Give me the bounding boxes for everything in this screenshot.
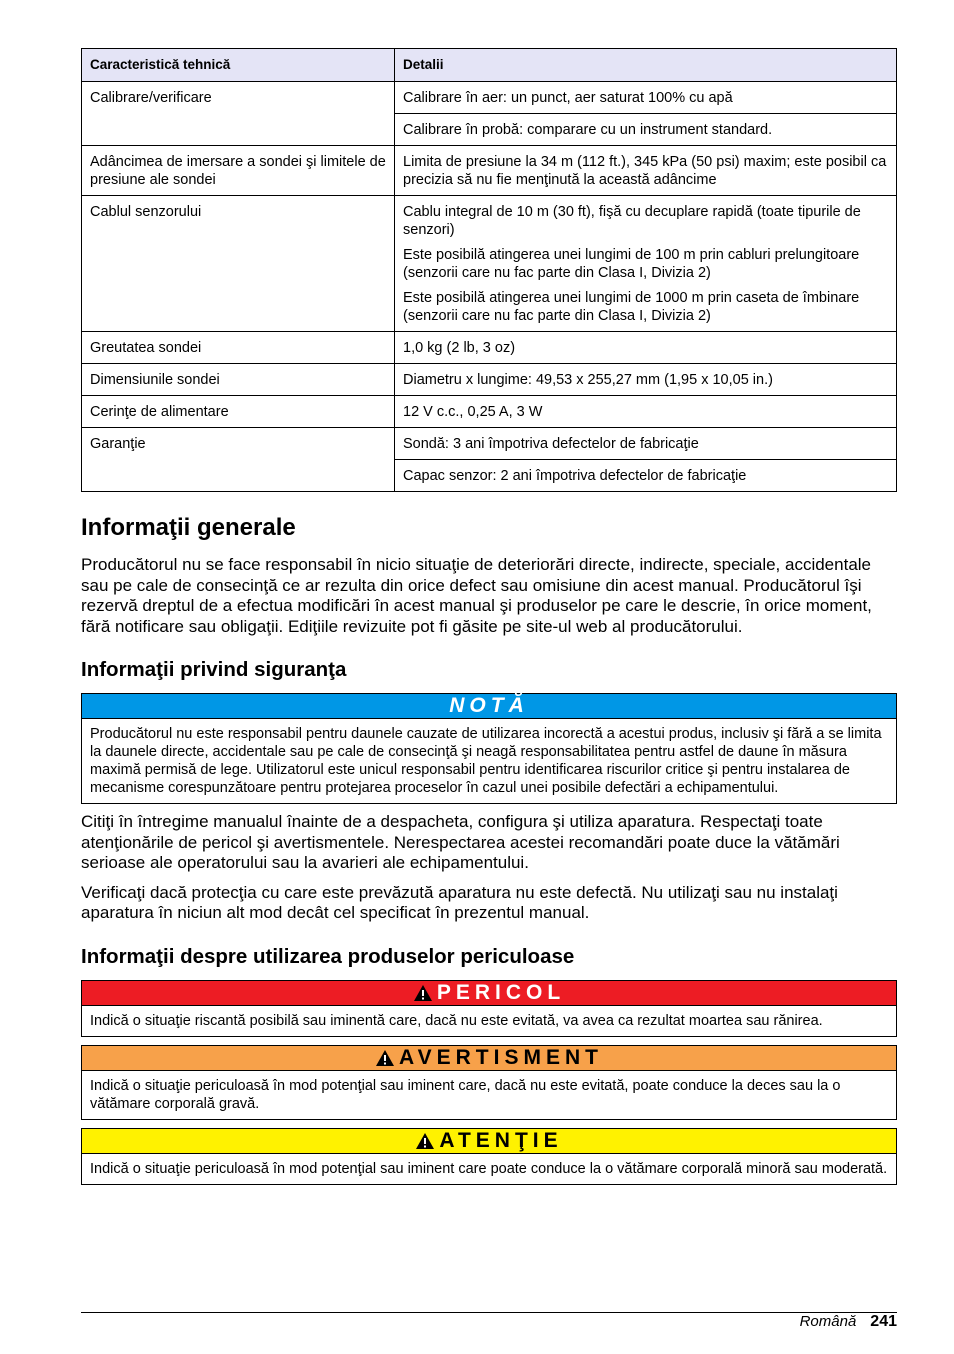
caution-header [82,1129,896,1154]
danger-text: Indică o situaţie riscantă posibilă sau iminentă care, dacă nu este evitată, va avea ca rezultat moartea sau rănirea. [90,1012,823,1029]
table-cell: Dimensiunile sondei [82,364,395,396]
warning-box [81,1045,897,1120]
table-cell: Calibrare în aer: un punct, aer saturat 100% cu apă [395,82,897,114]
table-row [82,196,897,332]
footer-divider [81,1312,897,1313]
table-header: Detalii [395,49,897,82]
cell-paragraph: Cablu integral de 10 m (30 ft), fişă cu decuplare rapidă (toate tipurile de senzori) [403,204,861,238]
page-number: 241 [870,1313,897,1330]
table-row [82,364,897,396]
cell-paragraph: Este posibilă atingerea unei lungimi de 100 m prin cabluri prelungitoare (senzorii care nu fac parte din Clasa I, Divizia 2) [403,247,860,281]
safety-paragraph: Citiţi în întregime manualul înainte de a despacheta, configura şi utiliza aparatura. Respectaţi toate atenţionările de pericol şi avertismentele. Nerespectarea acestei recomandări poate duce la vătămări serioase ale operatorului sau la avarieri ale echipamentului. [81,812,840,872]
warning-triangle-icon [415,1132,435,1150]
note-box [81,693,897,804]
safety-paragraph: Verificaţi dacă protecţia cu care este prevăzută aparatura nu este defectă. Nu utilizaţi sau nu instalaţi aparatura în niciun alt mod decât cel specificat în prezentul manual. [81,882,838,922]
warning-triangle-icon [375,1049,395,1067]
table-header: Caracteristică tehnică [82,49,395,82]
table-cell: Calibrare în probă: comparare cu un instrument standard. [395,114,897,146]
danger-box [81,980,897,1037]
warning-triangle-icon [413,984,433,1002]
table-cell: Limita de presiune la 34 m (112 ft.), 345 kPa (50 psi) maxim; este posibil ca precizia să nu fie menţinută la această adâncime [395,146,897,196]
section-title-general: Informaţii generale [81,514,296,541]
warning-text: Indică o situaţie periculoasă în mod potenţial sau iminent care, dacă nu este evitată, poate conduce la deces sau la o vătămare corporală gravă. [90,1077,841,1112]
danger-label: PERICOL [436,980,566,1004]
table-row [82,332,897,364]
table-cell: 12 V c.c., 0,25 A, 3 W [395,396,897,428]
spec-table [81,48,897,492]
section-title-hazard: Informaţii despre utilizarea produselor periculoase [81,944,575,968]
table-cell: 1,0 kg (2 lb, 3 oz) [395,332,897,364]
table-cell: Sondă: 3 ani împotriva defectelor de fabricaţie [395,428,897,460]
table-cell: Cablul senzorului [82,196,395,332]
table-row [82,146,897,196]
warning-header [82,1046,896,1071]
table-row [82,82,897,114]
table-cell: Capac senzor: 2 ani împotriva defectelor de fabricaţie [395,460,897,492]
note-header: NOTĂ [82,694,896,719]
caution-box [81,1128,897,1185]
page-footer [800,1312,897,1332]
table-cell [395,196,897,332]
table-cell: Greutatea sondei [82,332,395,364]
table-cell: Diametru x lungime: 49,53 x 255,27 mm (1,95 x 10,05 in.) [395,364,897,396]
cell-paragraph: Este posibilă atingerea unei lungimi de 1000 m prin caseta de îmbinare (senzorii care nu fac parte din Clasa I, Divizia 2) [403,290,860,324]
footer-language: Română [799,1313,857,1330]
warning-label: AVERTISMENT [399,1045,603,1069]
page-content [81,48,897,1193]
note-text: Producătorul nu este responsabil pentru daunele cauzate de utilizarea incorectă a acestui produs, inclusiv şi fără a se limita la daunele directe, accidentale sau pe cale de consecinţă şi neagă responsabilitatea pentru astfel de daune în măsura maximă permisă de lege. Utilizatorul este unicul responsabil pentru identificarea riscurilor critice şi pentru instalarea de mecanisme corespunzătoare pentru protejarea proceselor în cazul unei posibile defectări a echipamentului. [90,726,882,796]
section-title-safety: Informaţii privind siguranţa [81,658,347,681]
caution-label: ATENŢIE [439,1128,563,1152]
table-header-row [82,49,897,82]
caution-text: Indică o situaţie periculoasă în mod potenţial sau iminent care poate conduce la o vătămare corporală minoră sau moderată. [90,1160,888,1177]
table-cell: Calibrare/verificare [82,82,395,146]
table-row [82,428,897,460]
danger-header [82,981,896,1006]
general-paragraph: Producătorul nu se face responsabil în nicio situaţie de deteriorări directe, indirecte, speciale, accidentale sau pe cale de consecinţă ce ar rezulta din orice defect sau omisiune din acest manual. Producătorul îşi rezervă dreptul de a efectua modificări în acest manual şi produselor pe care le descrie, în orice moment, fără notificare sau obligaţii. Ediţiile revizuite pot fi găsite pe site-ul web al producătorului. [81,555,872,636]
table-cell: Adâncimea de imersare a sondei şi limitele de presiune ale sondei [82,146,395,196]
table-cell: Cerinţe de alimentare [82,396,395,428]
table-row [82,396,897,428]
table-cell: Garanţie [82,428,395,492]
